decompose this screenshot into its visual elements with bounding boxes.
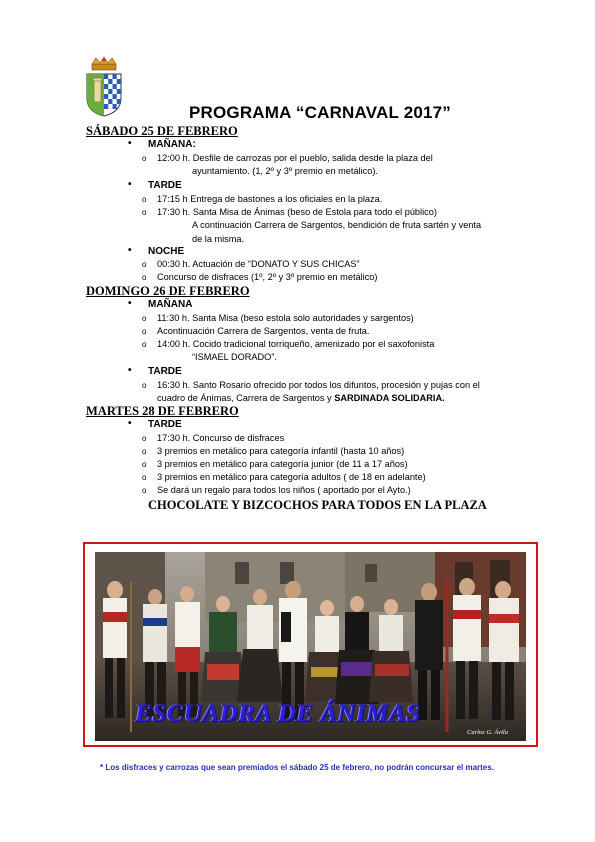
list-item: o Concurso de disfraces (1º, 2º y 3º premio en metálico): [142, 271, 512, 284]
circle-bullet-icon: o: [142, 460, 147, 469]
list-item: o 14:00 h. Cocido tradicional torriqueño, amenizado por el saxofonista “ISMAEL DORADO”.: [142, 339, 435, 363]
circle-bullet-icon: o: [142, 273, 147, 282]
section-heading-morning: • MAÑANA:: [128, 138, 196, 150]
list-item: o Acontinuación Carrera de Sargentos, venta de fruta.: [142, 325, 512, 338]
section-heading-morning: • MAÑANA: [128, 298, 193, 310]
section-heading-afternoon: • TARDE: [128, 418, 182, 430]
bullet-icon: •: [128, 179, 132, 190]
group-photo: [95, 552, 526, 741]
photo-watermark: ESCUADRA DE ÁNIMAS: [135, 700, 421, 727]
circle-bullet-icon: o: [142, 434, 147, 443]
circle-bullet-icon: o: [142, 314, 147, 323]
list-item: o 3 premios en metálico para categoría adultos ( de 18 en adelante): [142, 471, 512, 484]
list-item: o 16:30 h. Santo Rosario ofrecido por todos los difuntos, procesión y pujas con el cuadro de Ánimas, Carrera de Sargentos y SARDINADA SOLIDARIA.: [142, 380, 480, 404]
photo-credit: Carlos G. Ávila: [467, 729, 508, 736]
list-item: o 17:15 h Entrega de bastones a los oficiales en la plaza.: [142, 193, 512, 206]
list-item: o 17:30 h. Concurso de disfraces: [142, 432, 512, 445]
circle-bullet-icon: o: [142, 260, 147, 269]
circle-bullet-icon: o: [142, 340, 147, 349]
list-item: o 3 premios en metálico para categoría junior (de 11 a 17 años): [142, 458, 512, 471]
circle-bullet-icon: o: [142, 208, 147, 217]
list-item: o 11:30 h. Santa Misa (beso estola solo autoridades y sargentos): [142, 312, 512, 325]
closing-announcement: CHOCOLATE Y BIZCOCHOS PARA TODOS EN LA PLAZA: [148, 498, 487, 512]
list-item: o 00:30 h. Actuación de “DONATO Y SUS CHICAS”: [142, 258, 512, 271]
section-heading-night: • NOCHE: [128, 245, 185, 257]
list-item: o 17:30 h. Santa Misa de Ánimas (beso de Estola para todo el público) A continuación Carrera de Sargentos, bendición de fruta sartén y venta de la misma.: [142, 207, 482, 244]
bullet-icon: •: [128, 245, 132, 256]
list-item: o Se dará un regalo para todos los niños ( aportado por el Ayto.): [142, 484, 512, 497]
photo-frame: [83, 542, 538, 747]
page-title: PROGRAMA “CARNAVAL 2017”: [188, 103, 452, 122]
list-item: o 3 premios en metálico para categoría infantil (hasta 10 años): [142, 445, 512, 458]
bullet-icon: •: [128, 298, 132, 309]
circle-bullet-icon: o: [142, 195, 147, 204]
list-item: o 12:00 h. Desfile de carrozas por el pueblo, salida desde la plaza del ayuntamiento. (1, 2º y 3º premio en metálico).: [142, 153, 433, 177]
circle-bullet-icon: o: [142, 486, 147, 495]
circle-bullet-icon: o: [142, 447, 147, 456]
bullet-icon: •: [128, 138, 132, 149]
section-heading-afternoon: • TARDE: [128, 365, 182, 377]
day-heading-tuesday: MARTES 28 DE FEBRERO: [86, 404, 239, 418]
section-heading-afternoon: • TARDE: [128, 179, 182, 191]
circle-bullet-icon: o: [142, 381, 147, 390]
circle-bullet-icon: o: [142, 327, 147, 336]
circle-bullet-icon: o: [142, 154, 147, 163]
bullet-icon: •: [128, 365, 132, 376]
day-heading-sunday: DOMINGO 26 DE FEBRERO: [86, 284, 250, 298]
footnote: * Los disfraces y carrozas que sean premiados el sábado 25 de febrero, no podrán concursar el martes.: [100, 763, 494, 772]
day-heading-saturday: SÁBADO 25 DE FEBRERO: [86, 124, 238, 138]
sardinada-highlight: SARDINADA SOLIDARIA.: [334, 393, 445, 404]
bullet-icon: •: [128, 418, 132, 429]
circle-bullet-icon: o: [142, 473, 147, 482]
